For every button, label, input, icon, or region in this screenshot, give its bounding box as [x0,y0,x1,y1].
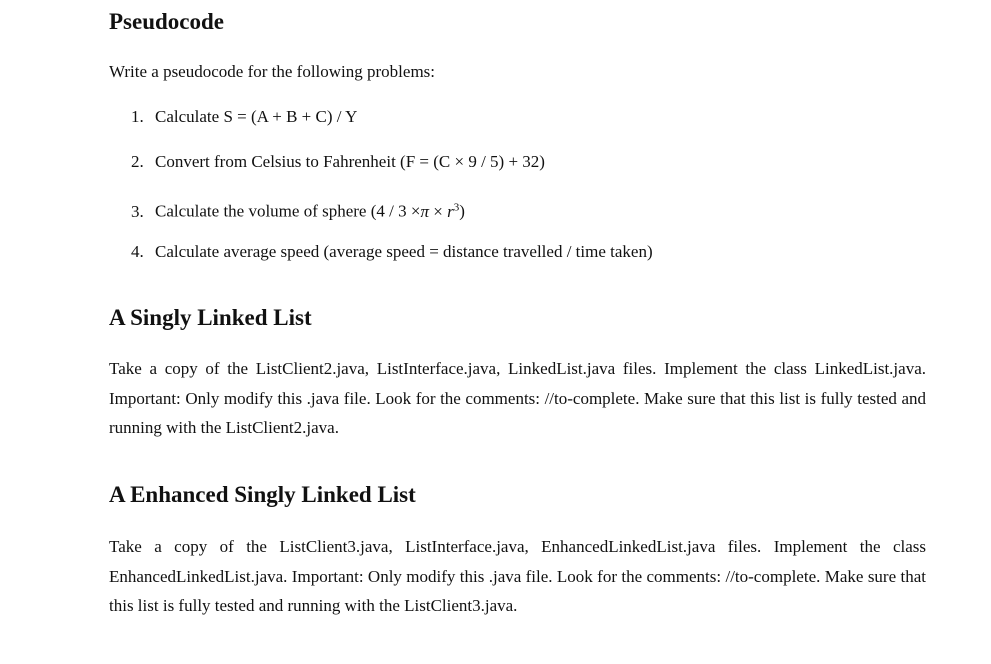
list-item-text-end: ) [459,201,465,221]
list-item-text: Calculate S = (A + B + C) / Y [155,107,358,126]
list-item-text: Calculate the volume of sphere (4 / 3 × [155,201,421,221]
heading-pseudocode: Pseudocode [109,9,224,34]
list-item [131,196,653,241]
list-item-text: Convert from Celsius to Fahrenheit (F = (C × 9 / 5) + 32) [155,152,545,171]
pseudocode-problem-list [131,106,653,286]
pi-symbol: π [420,201,429,221]
list-item [131,151,653,196]
list-item [131,106,653,151]
list-item [131,241,653,286]
list-item-number: 3. [131,201,144,221]
radius-variable: r [447,201,454,221]
heading-enhanced-singly-linked-list: A Enhanced Singly Linked List [109,482,416,507]
exponent: 3 [453,201,460,213]
list-item-number: 1. [131,107,144,126]
singly-linked-list-paragraph: Take a copy of the ListClient2.java, ListInterface.java, LinkedList.java files. Implement the class LinkedList.java. Important: Only modify this .java file. Look for the comments: //to-complete. Make sure that this list is fully tested and running with the ListClient2.java. [109,359,926,437]
list-item-text: Calculate average speed (average speed = distance travelled / time taken) [155,242,653,261]
list-item-number: 2. [131,152,144,171]
list-item-number: 4. [131,242,144,261]
times-symbol: × [428,201,448,221]
enhanced-singly-linked-list-paragraph: Take a copy of the ListClient3.java, ListInterface.java, EnhancedLinkedList.java files. Implement the class EnhancedLinkedList.java. Important: Only modify this .java file. Look for the comments: //to-complete. Make sure that this list is fully tested and running with the ListClient3.java. [109,537,926,615]
pseudocode-intro: Write a pseudocode for the following problems: [109,62,436,81]
heading-singly-linked-list: A Singly Linked List [109,305,312,330]
